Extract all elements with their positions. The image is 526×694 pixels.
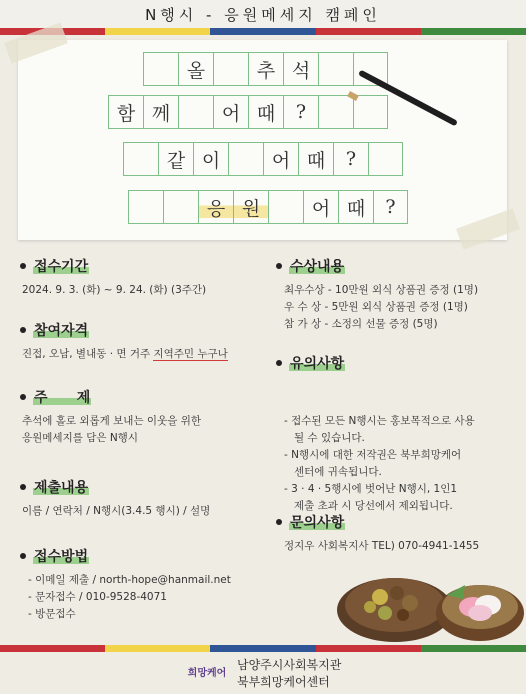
section-title: 주 제 — [33, 387, 91, 407]
section-body: 진접, 오남, 별내동 · 면 거주 지역주민 누구나 — [22, 348, 228, 360]
bullet-icon — [276, 360, 282, 366]
section-body: 이름 / 연락처 / N행시(3.4.5 행시) / 설명 — [22, 505, 211, 517]
bullet-icon — [20, 394, 26, 400]
campaign-title: N행시 - 응원메세지 캠페인 — [145, 5, 381, 24]
section-body: 2024. 9. 3. (화) ~ 9. 24. (화) (3주간) — [22, 284, 207, 296]
grid-row-4: 응 원 어 때 ? — [128, 190, 408, 224]
section-title: 제출내용 — [33, 477, 89, 497]
section-title: 문의사항 — [289, 512, 345, 532]
section-eligibility — [20, 320, 270, 363]
section-body: 정지우 사회복지사 TEL) 070-4941-1455 — [284, 540, 480, 552]
bullet-icon — [20, 484, 26, 490]
section-title: 접수기간 — [33, 256, 89, 276]
bullet-icon — [276, 263, 282, 269]
section-body: 최우수상 - 10만원 외식 상품권 증정 (1명) 우 수 상 - 5만원 외식 상품권 증정 (1명) 참 가 상 - 소정의 선물 증정 (5명) — [284, 284, 479, 330]
hope-care-logo: 희망케어 — [187, 667, 227, 679]
section-title: 접수방법 — [33, 546, 89, 566]
section-title: 수상내용 — [289, 256, 345, 276]
bullet-icon — [20, 327, 26, 333]
email-link[interactable]: - 이메일 제출 / north-hope@hanmail.net — [28, 574, 231, 586]
color-stripe-bottom — [0, 645, 526, 652]
section-title: 참여자격 — [33, 320, 89, 340]
bullet-icon — [20, 263, 26, 269]
org-name-center: 북부희망케어센터 — [237, 675, 330, 689]
title-bar — [0, 0, 526, 28]
tape-decoration — [456, 208, 520, 249]
section-contact — [276, 512, 521, 555]
section-submission — [20, 477, 270, 520]
section-body: - 이메일 제출 / north-hope@hanmail.net - 문자접수 / 010-9528-4071 - 방문접수 — [28, 572, 280, 623]
section-title: 유의사항 — [289, 353, 345, 373]
bullet-icon — [276, 519, 282, 525]
section-theme — [20, 387, 270, 447]
food-plates-illustration — [335, 555, 525, 645]
color-stripe-top — [0, 28, 526, 35]
section-awards — [276, 256, 521, 333]
bullet-icon — [20, 553, 26, 559]
section-body: - 접수된 모든 N행시는 홍보목적으로 사용 될 수 있습니다. - N행시에 대한 저작권은 북부희망케어 센터에 귀속됩니다. - 3 · 4 · 5행시에 벗어난 N행시, 1인1 제출 초과 시 당선에서 제외됩니다. — [284, 415, 475, 512]
section-body: 추석에 홀로 외롭게 보내는 이웃을 위한 응원메세지를 담은 N행시 — [22, 415, 201, 444]
section-method — [20, 546, 280, 623]
grid-row-1: 올 추 석 — [143, 52, 388, 86]
manuscript-card — [18, 40, 507, 240]
highlight-text: 지역주민 누구나 — [153, 348, 228, 360]
grid-row-2: 함 께 어 때 ? — [108, 95, 388, 129]
org-name-welfare: 남양주시사회복지관 — [237, 658, 342, 672]
section-period — [20, 256, 270, 299]
grid-row-3: 같 이 어 때 ? — [123, 142, 403, 176]
